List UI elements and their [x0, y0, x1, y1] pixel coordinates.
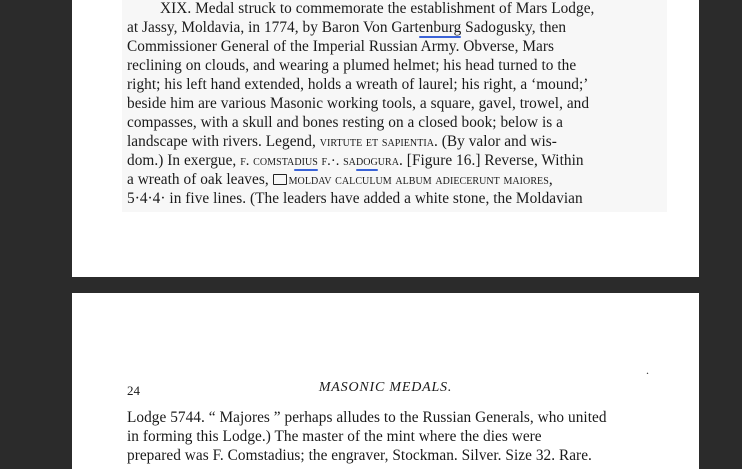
text-line-p2-1: Lodge 5744. “ Majores ” perhaps alludes to the Russian Generals, who united — [127, 409, 607, 426]
text-line-4: reclining on clouds, and wearing a plumed helmet; his head turned to the — [127, 57, 577, 74]
text-line-11: 5·4·4· in five lines. (The leaders have added a white stone, the Moldavian — [127, 190, 583, 207]
text-line-p2-3: prepared was F. Comstadius; the engraver, Stockman. Silver. Size 32. Rare. — [127, 447, 592, 464]
text-line-9: dom.) In exergue, f. comstadius f.·. sadogura. [Figure 16.] Reverse, Within — [127, 152, 584, 169]
text-line-6: beside him are various Masonic working tools, a square, gavel, trowel, and — [127, 95, 590, 112]
pen-underline-dog: dog — [355, 153, 378, 169]
stray-mark: . — [646, 363, 649, 377]
page-number: 24 — [127, 383, 140, 398]
text-line-5: right; his left hand extended, holds a wreath of laurel; his right, a ‘mound;’ — [127, 76, 589, 93]
text-line-7: compasses, with a skull and bones resting on a closed book; below is a — [127, 114, 563, 131]
pen-underline-dius: dius — [294, 153, 318, 169]
text-line-p2-2: in forming this Lodge.) The master of the mint where the dies were — [127, 428, 542, 445]
scanned-page-top — [72, 0, 699, 277]
scanned-text-block — [122, 0, 667, 212]
pen-underline-gartenburg: enburg — [418, 19, 462, 36]
text-line-2: at Jassy, Moldavia, in 1774, by Baron Von Gartenburg Sadogusky, then — [127, 19, 567, 36]
running-head: MASONIC MEDALS. — [318, 380, 453, 395]
scanned-page-bottom — [72, 293, 699, 469]
text-line-8: landscape with rivers. Legend, virtute et sapientia. (By valor and wis- — [127, 133, 557, 150]
box-icon — [273, 174, 287, 185]
text-line-3: Commissioner General of the Imperial Russian Army. Obverse, Mars — [127, 38, 555, 55]
text-line-10: a wreath of oak leaves, moldav calculum album adiecerunt maiores, — [127, 171, 553, 188]
text-line-1: XIX. Medal struck to commemorate the establishment of Mars Lodge, — [160, 0, 595, 17]
